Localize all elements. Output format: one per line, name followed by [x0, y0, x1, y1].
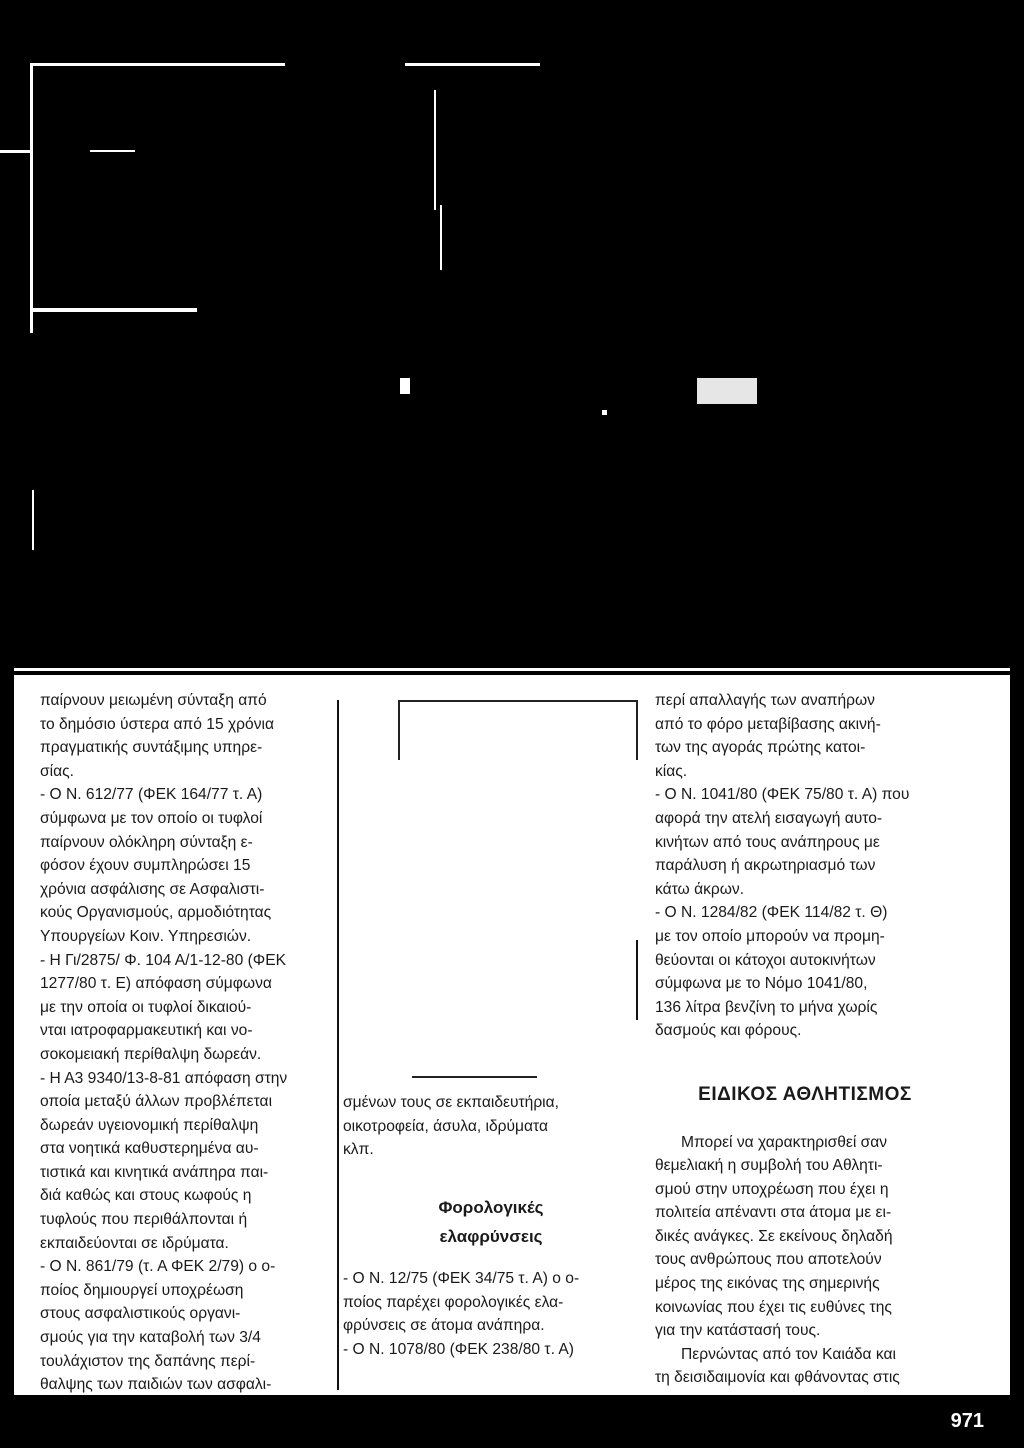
text-line: θεμελιακή η συμβολή του Αθλητι- [655, 1157, 883, 1175]
text-line: δασμούς και φόρους. [655, 1022, 802, 1040]
text-line: σύμφωνα με το Νόμο 1041/80, [655, 975, 868, 993]
text-line: 1277/80 τ. Ε) απόφαση σύμφωνα [40, 975, 272, 993]
text-line: κινήτων από τους ανάπηρους με [655, 833, 880, 851]
text-line: στους ασφαλιστικούς οργανι- [40, 1305, 241, 1323]
left-column [40, 689, 335, 1397]
text-line: μέρος της εικόνας της σημερινής [655, 1275, 880, 1293]
text-line: - Ο Ν. 1284/82 (ΦΕΚ 114/82 τ. Θ) [655, 904, 888, 922]
text-line: εκπαιδεύονται σε ιδρύματα. [40, 1234, 229, 1252]
text-line: σοκομειακή περίθαλψη δωρεάν. [40, 1045, 262, 1063]
text-line: τη δεισιδαιμονία και φθάνοντας στις [655, 1369, 900, 1387]
text-line: - Η Α3 9340/13-8-81 απόφαση στην [40, 1069, 288, 1087]
text-line: πολιτεία απέναντι στα άτομα με ει- [655, 1204, 892, 1222]
text-line: νται ιατροφαρμακευτική και νο- [40, 1022, 253, 1040]
text-line: Υπουργείων Κοιν. Υπηρεσιών. [40, 927, 252, 945]
text-line: τουλάχιστον της δαπάνης περί- [40, 1352, 256, 1370]
text-line: περί απαλλαγής των αναπήρων [655, 692, 875, 709]
column-rule-left [337, 700, 339, 1390]
footer-bar [0, 1395, 1024, 1448]
text-line: - Ο Ν. 12/75 (ΦΕΚ 34/75 τ. Α) ο ο- [343, 1269, 580, 1287]
text-line: - Η Γι/2875/ Φ. 104 Α/1-12-80 (ΦΕΚ [40, 951, 287, 969]
text-line: από το φόρο μεταβίβασης ακινή- [655, 715, 881, 733]
text-line: οικοτροφεία, άσυλα, ιδρύματα [343, 1117, 549, 1135]
right-column [655, 689, 955, 1390]
text-line: οποία μεταξύ άλλων προβλέπεται [40, 1093, 273, 1111]
section-heading-tax-line1: Φορολογικές [438, 1197, 544, 1217]
top-rule [14, 668, 1010, 671]
text-line: παίρνουν μειωμένη σύνταξη από [40, 692, 267, 709]
text-line: κούς Οργανισμούς, αρμοδιότητας [40, 904, 272, 922]
text-line: φρύνσεις σε άτομα ανάπηρα. [343, 1317, 545, 1335]
text-line: φόσον έχουν συμπληρώσει 15 [40, 857, 251, 875]
text-line: σμένων τους σε εκπαιδευτήρια, [343, 1094, 559, 1111]
text-line: Μπορεί να χαρακτηρισθεί σαν [681, 1133, 888, 1151]
text-line: - Ο Ν. 861/79 (τ. Α ΦΕΚ 2/79) ο ο- [40, 1258, 276, 1276]
text-line: - Ο Ν. 1078/80 (ΦΕΚ 238/80 τ. Α) [343, 1340, 574, 1358]
text-line: - Ο Ν. 1041/80 (ΦΕΚ 75/80 τ. Α) που [655, 786, 910, 804]
column-rule-right [636, 940, 638, 1020]
text-line: διά καθώς και στους κωφούς η [40, 1187, 252, 1205]
text-line: των της αγοράς πρώτης κατοι- [655, 739, 866, 757]
text-line: ποίος παρέχει φορολογικές ελα- [343, 1293, 564, 1311]
text-line: κλπ. [343, 1141, 374, 1159]
text-line: σίας. [40, 762, 74, 780]
text-line: δωρεάν υγειονομική περίθαλψη [40, 1116, 259, 1134]
text-line: ποίος δημιουργεί υποχρέωση [40, 1281, 244, 1299]
middle-column [343, 1091, 639, 1361]
text-line: κίας. [655, 762, 688, 780]
text-line: για την κατάστασή τους. [655, 1322, 821, 1340]
section-heading-sports: ΕΙΔΙΚΟΣ ΑΘΛΗΤΙΣΜΟΣ [698, 1083, 912, 1105]
text-line: θεύονται οι κάτοχοι αυτοκινήτων [655, 951, 876, 969]
text-line: κοινωνίας που έχει τις ευθύνες της [655, 1298, 892, 1316]
text-line: θαλψης των παιδιών των ασφαλι- [40, 1376, 272, 1394]
text-line: στα νοητικά καθυστερημένα αυ- [40, 1140, 259, 1158]
text-line: με τον οποίο μπορούν να προμη- [655, 927, 885, 945]
text-line: το δημόσιο ύστερα από 15 χρόνια [40, 715, 274, 733]
text-line: παίρνουν ολόκληρη σύνταξη ε- [40, 833, 253, 851]
page-number: 971 [950, 1410, 984, 1432]
text-line: αφορά την ατελή εισαγωγή αυτο- [655, 809, 883, 827]
text-line: σύμφωνα με τον οποίο οι τυφλοί [40, 809, 263, 827]
text-line: τυφλούς που περιθάλπονται ή [40, 1211, 248, 1229]
text-line: πραγματικής συντάξιμης υπηρε- [40, 739, 263, 757]
text-line: Περνώντας από τον Καιάδα και [681, 1345, 896, 1363]
text-line: με την οποία οι τυφλοί δικαιού- [40, 998, 252, 1016]
text-line: τιστικά και κινητικά ανάπηρα παι- [40, 1163, 269, 1181]
text-line: χρόνια ασφάλισης σε Ασφαλιστι- [40, 880, 265, 898]
text-line: - Ο Ν. 612/77 (ΦΕΚ 164/77 τ. Α) [40, 786, 263, 804]
text-line: σμούς για την καταβολή των 3/4 [40, 1329, 261, 1347]
text-line: τους ανθρώπους που αποτελούν [655, 1251, 882, 1269]
text-line: κάτω άκρων. [655, 880, 745, 898]
section-heading-tax-line2: ελαφρύνσεις [439, 1227, 543, 1247]
text-line: σμού στην υποχρέωση που έχει η [655, 1180, 889, 1198]
text-line: 136 λίτρα βενζίνη το μήνα χωρίς [655, 998, 878, 1016]
text-line: παράλυση ή ακρωτηριασμό των [655, 857, 876, 875]
text-line: δικές ανάγκες. Σε εκείνους δηλαδή [655, 1227, 893, 1245]
